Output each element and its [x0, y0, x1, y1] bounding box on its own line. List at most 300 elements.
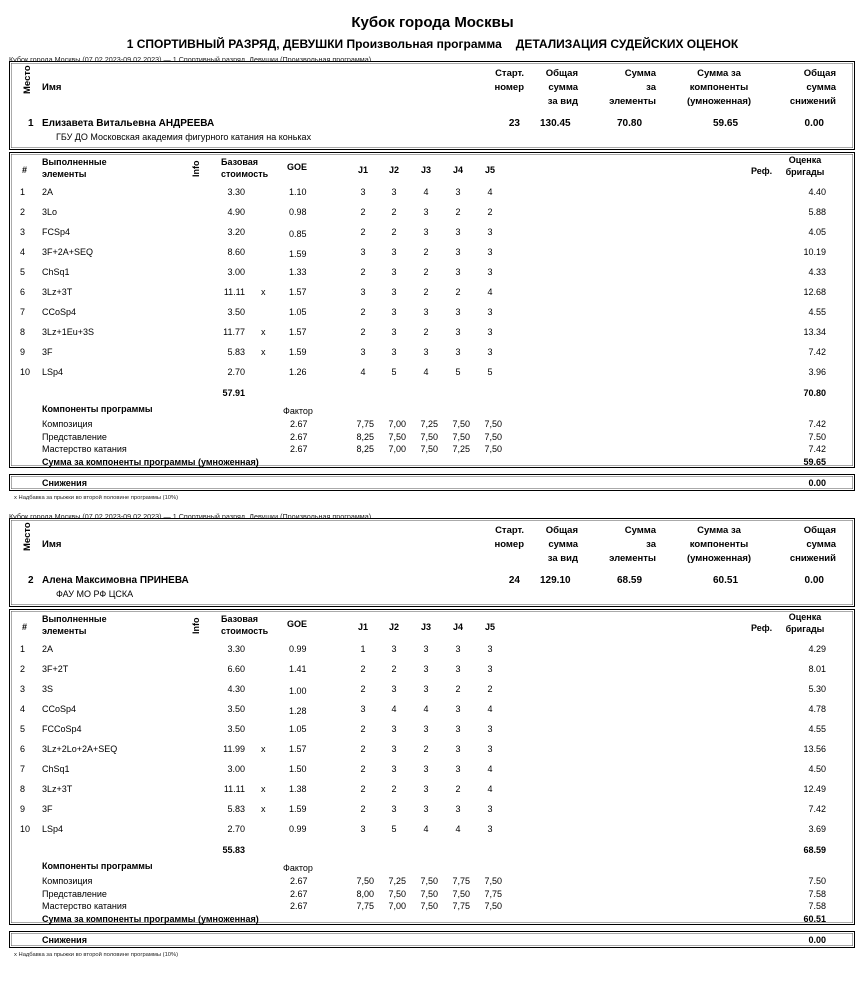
factor-header: Фактор: [283, 406, 313, 416]
judge-score-1: 4: [360, 367, 366, 377]
judge-score-4: 2: [455, 287, 461, 297]
judge-score-4: 3: [455, 664, 461, 674]
element-base-value: 11.11: [223, 784, 245, 794]
judge-score-1: 2: [360, 207, 366, 217]
element-number: 2: [20, 207, 26, 217]
judge-score-2: 3: [391, 307, 397, 317]
judge-score-5: 3: [487, 804, 493, 814]
judge-header-3: J3: [420, 165, 431, 175]
judge-score-3: 3: [423, 207, 429, 217]
judge-score-1: 2: [360, 744, 366, 754]
element-panel-score: 4.33: [808, 267, 826, 277]
judge-score-2: 3: [391, 187, 397, 197]
element-panel-score: 7.42: [808, 804, 826, 814]
judge-header-4: J4: [452, 622, 463, 632]
element-panel-score: 13.56: [803, 744, 826, 754]
component-judge-3: 7,25: [420, 419, 438, 429]
element-panel-score: 4.29: [808, 644, 826, 654]
element-number: 3: [20, 684, 26, 694]
judge-score-1: 2: [360, 764, 366, 774]
judge-score-3: 3: [423, 764, 429, 774]
judge-score-1: 2: [360, 804, 366, 814]
deductions-row: [9, 931, 855, 948]
component-judge-5: 7,50: [484, 876, 502, 886]
element-number: 5: [20, 267, 26, 277]
components-score-header: Сумма за компоненты (умноженная): [686, 525, 752, 564]
component-judge-2: 7,25: [388, 876, 406, 886]
component-judge-2: 7,00: [388, 444, 406, 454]
judge-score-2: 3: [391, 247, 397, 257]
judge-score-1: 3: [360, 347, 366, 357]
judge-score-2: 3: [391, 287, 397, 297]
judge-score-5: 3: [487, 744, 493, 754]
base-value-total: 57.91: [222, 388, 245, 398]
judge-score-1: 3: [360, 247, 366, 257]
info-header: Info: [191, 617, 201, 634]
judge-score-5: 3: [487, 327, 493, 337]
component-judge-5: 7,75: [484, 888, 502, 899]
category-segment: 1 СПОРТИВНЫЙ РАЗРЯД, ДЕВУШКИ Произвольная программа: [126, 37, 502, 51]
judge-score-5: 5: [487, 367, 493, 377]
judge-score-1: 2: [360, 327, 366, 337]
element-code: FCCoSp4: [42, 724, 82, 734]
element-code: CCoSp4: [42, 704, 77, 714]
element-code: 3F: [42, 347, 53, 357]
judge-score-2: 3: [391, 744, 397, 754]
element-goe: 1.59: [289, 347, 307, 357]
component-judge-4: 7,25: [452, 444, 470, 454]
element-code: LSp4: [42, 367, 64, 377]
element-code: LSp4: [42, 824, 64, 834]
judge-score-5: 4: [487, 784, 493, 794]
element-number: 1: [20, 644, 26, 654]
element-panel-score: 4.50: [808, 764, 826, 774]
judge-score-5: 3: [487, 824, 493, 834]
event-line: Кубок города Москвы (07.02.2023-09.02.2023) — 1 Спортивный разряд, Девушки (Произвольная программа): [9, 55, 372, 64]
component-judge-1: 8,25: [356, 444, 374, 454]
element-panel-score: 10.19: [803, 247, 826, 257]
element-code: 2A: [42, 187, 54, 197]
deductions-total: 0.00: [804, 575, 824, 586]
judge-header-5: J5: [484, 165, 495, 175]
judge-score-1: 2: [360, 684, 366, 694]
judge-score-4: 2: [455, 784, 461, 794]
element-code: 3Lz+3T: [42, 287, 73, 297]
event-line: Кубок города Москвы (07.02.2023-09.02.2023) — 1 Спортивный разряд, Девушки (Произвольная программа): [9, 512, 372, 521]
element-goe: 1.57: [289, 744, 307, 754]
base-value-total: 55.83: [222, 845, 245, 855]
components-total-label: Сумма за компоненты программы (умноженная): [42, 914, 259, 924]
elements-score-header: Сумма за элементы: [609, 525, 656, 564]
components-header: Компоненты программы: [42, 861, 153, 871]
component-score: 7.58: [808, 901, 826, 911]
component-score: 7.58: [808, 888, 826, 899]
deductions-total: 0.00: [804, 118, 824, 129]
element-number: 7: [20, 764, 26, 774]
component-judge-5: 7,50: [484, 444, 502, 454]
judge-score-5: 2: [487, 207, 493, 217]
component-factor: 2.67: [290, 901, 308, 911]
total-deductions-header: Общая сумма снижений: [789, 68, 836, 107]
element-bonus-mark: x: [261, 804, 266, 814]
judge-score-3: 2: [423, 287, 429, 297]
component-judge-4: 7,50: [452, 431, 470, 442]
judge-score-2: 3: [391, 327, 397, 337]
judge-score-4: 3: [455, 704, 461, 714]
judge-header-2: J2: [388, 165, 399, 175]
goe-header: GOE: [287, 162, 308, 172]
element-number: 6: [20, 287, 26, 297]
element-base-value: 11.99: [223, 744, 245, 754]
judge-score-5: 3: [487, 307, 493, 317]
element-base-value: 6.60: [227, 664, 245, 674]
info-header: Info: [191, 160, 201, 177]
document-subtitle: [0, 37, 865, 51]
place-header: Место: [22, 65, 33, 94]
judge-score-1: 3: [360, 287, 366, 297]
judge-score-5: 2: [487, 684, 493, 694]
judge-score-4: 3: [455, 744, 461, 754]
element-number: 10: [20, 824, 31, 834]
component-judge-1: 7,75: [356, 901, 374, 911]
components-score: 60.51: [713, 575, 739, 586]
judge-score-4: 3: [455, 267, 461, 277]
component-judge-4: 7,50: [452, 419, 470, 429]
element-panel-score: 5.30: [808, 684, 826, 694]
components-header: Компоненты программы: [42, 404, 153, 414]
element-number: 2: [20, 664, 26, 674]
judge-header-3: J3: [420, 622, 431, 632]
judge-score-5: 4: [487, 704, 493, 714]
skater-summary: [9, 518, 855, 607]
element-code: 3Lz+2Lo+2A+SEQ: [42, 744, 118, 754]
judge-score-5: 4: [487, 764, 493, 774]
deductions-label: Снижения: [42, 935, 87, 945]
judge-score-2: 3: [391, 764, 397, 774]
element-number: 1: [20, 187, 26, 197]
skater-rank: 2: [28, 575, 34, 586]
element-goe: 1.05: [289, 307, 307, 317]
component-name: Мастерство катания: [42, 901, 127, 911]
element-code: 3S: [42, 684, 54, 694]
footnote: x Надбавка за прыжки во второй половине программы (10%): [14, 495, 179, 501]
component-judge-2: 7,00: [388, 419, 406, 429]
judge-score-4: 5: [455, 367, 461, 377]
place-header: Место: [22, 522, 33, 551]
components-score-header: Сумма за компоненты (умноженная): [686, 68, 752, 107]
judge-score-3: 3: [423, 227, 429, 237]
element-number: 6: [20, 744, 26, 754]
element-number: 4: [20, 247, 26, 257]
element-goe: 0.99: [289, 644, 307, 654]
element-goe: 1.38: [289, 784, 307, 794]
component-score: 7.42: [808, 419, 826, 429]
component-judge-3: 7,50: [420, 444, 438, 454]
judge-score-2: 3: [391, 644, 397, 654]
element-goe: 1.59: [289, 804, 307, 814]
judge-score-4: 3: [455, 644, 461, 654]
component-judge-3: 7,50: [420, 876, 438, 886]
judge-header-2: J2: [388, 622, 399, 632]
judge-score-4: 3: [455, 327, 461, 337]
component-judge-4: 7,75: [452, 901, 470, 911]
judge-score-1: 2: [360, 664, 366, 674]
judge-score-3: 3: [423, 784, 429, 794]
element-base-value: 3.50: [227, 307, 245, 317]
element-number: 9: [20, 804, 26, 814]
deductions-value: 0.00: [808, 478, 826, 488]
judge-score-2: 2: [391, 784, 397, 794]
component-factor: 2.67: [290, 419, 308, 429]
judge-score-1: 2: [360, 784, 366, 794]
judge-score-3: 2: [423, 744, 429, 754]
element-code: 3Lo: [42, 207, 58, 217]
judge-score-2: 5: [391, 824, 397, 834]
element-code: ChSq1: [42, 764, 70, 774]
component-judge-4: 7,50: [452, 888, 470, 899]
judge-score-3: 3: [423, 347, 429, 357]
element-number: 5: [20, 724, 26, 734]
element-base-value: 4.30: [227, 684, 245, 694]
component-judge-5: 7,50: [484, 901, 502, 911]
element-number: 8: [20, 784, 26, 794]
component-name: Композиция: [42, 419, 93, 429]
deductions-row: [9, 474, 855, 491]
judge-score-3: 4: [423, 187, 429, 197]
elements-score-header: Сумма за элементы: [609, 68, 656, 107]
num-header: #: [22, 165, 28, 175]
elements-header: Выполненные элементы: [42, 157, 107, 179]
component-judge-3: 7,50: [420, 888, 438, 899]
element-number: 3: [20, 227, 26, 237]
skater-club: ГБУ ДО Московская академия фигурного катания на коньках: [56, 132, 312, 142]
component-factor: 2.67: [290, 888, 308, 899]
component-judge-5: 7,50: [484, 419, 502, 429]
element-code: 3Lz+3T: [42, 784, 73, 794]
judge-score-5: 3: [487, 247, 493, 257]
name-header: Имя: [42, 539, 62, 550]
judge-score-4: 2: [455, 684, 461, 694]
components-total: 60.51: [803, 914, 826, 924]
judge-score-2: 3: [391, 804, 397, 814]
element-panel-score: 13.34: [803, 327, 826, 337]
component-judge-5: 7,50: [484, 431, 502, 442]
element-code: CCoSp4: [42, 307, 77, 317]
judge-score-2: 2: [391, 207, 397, 217]
judge-score-3: 3: [423, 664, 429, 674]
judge-score-3: 3: [423, 684, 429, 694]
elements-total: 70.80: [803, 388, 826, 398]
footnote: x Надбавка за прыжки во второй половине программы (10%): [14, 952, 179, 958]
component-factor: 2.67: [290, 444, 308, 454]
element-panel-score: 12.49: [803, 784, 826, 794]
element-code: 3F: [42, 804, 53, 814]
element-base-value: 3.00: [227, 267, 245, 277]
judge-score-2: 2: [391, 227, 397, 237]
element-panel-score: 4.78: [808, 704, 826, 714]
document-title: Кубок города Москвы: [351, 14, 514, 31]
judge-score-2: 4: [391, 704, 397, 714]
base-value-header: Базовая стоимость: [221, 614, 269, 636]
element-code: ChSq1: [42, 267, 70, 277]
element-base-value: 11.77: [223, 327, 245, 337]
element-panel-score: 12.68: [803, 287, 826, 297]
component-judge-1: 7,75: [356, 419, 374, 429]
element-base-value: 3.50: [227, 724, 245, 734]
judge-score-3: 2: [423, 267, 429, 277]
ref-header: Реф.: [751, 166, 773, 176]
element-goe: 1.10: [289, 187, 307, 197]
element-goe: 1.57: [289, 287, 307, 297]
component-name: Представление: [42, 431, 107, 442]
component-name: Мастерство катания: [42, 444, 127, 454]
element-base-value: 3.00: [227, 764, 245, 774]
component-judge-4: 7,75: [452, 876, 470, 886]
judge-score-3: 2: [423, 247, 429, 257]
component-judge-2: 7,00: [388, 901, 406, 911]
ref-header: Реф.: [751, 623, 773, 633]
component-factor: 2.67: [290, 431, 308, 442]
judge-score-4: 2: [455, 207, 461, 217]
component-score: 7.50: [808, 431, 826, 442]
element-goe: 0.85: [289, 229, 307, 239]
base-value-header: Базовая стоимость: [221, 157, 269, 179]
elements-score: 70.80: [617, 118, 643, 129]
judge-score-3: 3: [423, 724, 429, 734]
judge-score-4: 3: [455, 724, 461, 734]
element-goe: 1.28: [289, 706, 307, 716]
judge-header-1: J1: [357, 165, 368, 175]
judge-score-4: 3: [455, 804, 461, 814]
element-panel-score: 8.01: [808, 664, 826, 674]
total-score: 130.45: [540, 118, 571, 129]
judge-score-2: 3: [391, 684, 397, 694]
skater-club: ФАУ МО РФ ЦСКА: [56, 589, 134, 599]
judge-score-1: 3: [360, 824, 366, 834]
component-factor: 2.67: [290, 876, 308, 886]
judge-score-5: 3: [487, 347, 493, 357]
panel-score-header: Оценка бригады: [785, 612, 825, 634]
judge-score-1: 2: [360, 267, 366, 277]
element-bonus-mark: x: [261, 784, 266, 794]
element-goe: 1.00: [289, 686, 307, 696]
judge-score-3: 2: [423, 327, 429, 337]
start-number: 23: [508, 118, 520, 129]
element-base-value: 11.11: [223, 287, 245, 297]
start-number-header: Старт. номер: [494, 525, 524, 550]
skater-summary: [9, 61, 855, 150]
element-number: 9: [20, 347, 26, 357]
element-base-value: 3.50: [227, 704, 245, 714]
deductions-label: Снижения: [42, 478, 87, 488]
component-judge-1: 8,25: [356, 431, 374, 442]
judge-score-5: 3: [487, 664, 493, 674]
judge-score-2: 3: [391, 267, 397, 277]
element-panel-score: 4.40: [808, 187, 826, 197]
judge-score-5: 3: [487, 644, 493, 654]
skater-name: Алена Максимовна ПРИНЕВА: [42, 575, 189, 586]
element-number: 8: [20, 327, 26, 337]
total-score: 129.10: [540, 575, 571, 586]
element-code: 3F+2T: [42, 664, 69, 674]
element-number: 4: [20, 704, 26, 714]
judge-score-3: 4: [423, 824, 429, 834]
judge-score-4: 4: [455, 824, 461, 834]
element-code: 3F+2A+SEQ: [42, 247, 94, 257]
element-code: 3Lz+1Eu+3S: [42, 327, 95, 337]
element-base-value: 5.83: [227, 804, 245, 814]
judge-score-2: 2: [391, 664, 397, 674]
element-base-value: 8.60: [227, 247, 245, 257]
judge-score-3: 3: [423, 804, 429, 814]
skater-rank: 1: [28, 118, 34, 129]
element-panel-score: 4.05: [808, 227, 826, 237]
element-goe: 1.33: [289, 267, 307, 277]
component-score: 7.42: [808, 444, 826, 454]
component-judge-3: 7,50: [420, 431, 438, 442]
element-bonus-mark: x: [261, 347, 266, 357]
judge-score-2: 3: [391, 724, 397, 734]
judge-score-4: 3: [455, 307, 461, 317]
judge-score-3: 4: [423, 704, 429, 714]
judge-score-1: 3: [360, 704, 366, 714]
element-base-value: 5.83: [227, 347, 245, 357]
element-base-value: 2.70: [227, 367, 245, 377]
element-goe: 1.59: [289, 249, 307, 259]
component-judge-1: 7,50: [356, 876, 374, 886]
element-panel-score: 7.42: [808, 347, 826, 357]
judge-score-1: 2: [360, 227, 366, 237]
skater-name: Елизавета Витальевна АНДРЕЕВА: [42, 118, 215, 129]
element-code: 2A: [42, 644, 54, 654]
element-goe: 1.05: [289, 724, 307, 734]
elements-table: [9, 152, 855, 468]
element-bonus-mark: x: [261, 287, 266, 297]
component-judge-3: 7,50: [420, 901, 438, 911]
element-goe: 0.98: [289, 207, 307, 217]
components-total-label: Сумма за компоненты программы (умноженная): [42, 457, 259, 467]
element-panel-score: 4.55: [808, 724, 826, 734]
deductions-value: 0.00: [808, 935, 826, 945]
element-goe: 1.50: [289, 764, 307, 774]
element-base-value: 3.20: [227, 227, 245, 237]
element-goe: 1.57: [289, 327, 307, 337]
element-bonus-mark: x: [261, 744, 266, 754]
components-score: 59.65: [713, 118, 739, 129]
name-header: Имя: [42, 82, 62, 93]
element-panel-score: 3.96: [808, 367, 826, 377]
element-base-value: 3.30: [227, 187, 245, 197]
element-panel-score: 5.88: [808, 207, 826, 217]
elements-total: 68.59: [803, 845, 826, 855]
judge-score-5: 3: [487, 227, 493, 237]
judge-score-5: 3: [487, 724, 493, 734]
judge-score-4: 3: [455, 227, 461, 237]
judge-score-4: 3: [455, 187, 461, 197]
judge-header-1: J1: [357, 622, 368, 632]
judge-score-5: 4: [487, 287, 493, 297]
element-base-value: 2.70: [227, 824, 245, 834]
element-panel-score: 3.69: [808, 824, 826, 834]
judge-score-1: 2: [360, 307, 366, 317]
judge-score-4: 3: [455, 347, 461, 357]
judge-score-1: 3: [360, 187, 366, 197]
factor-header: Фактор: [283, 863, 313, 873]
element-base-value: 4.90: [227, 207, 245, 217]
panel-score-header: Оценка бригады: [785, 155, 825, 177]
elements-table: [9, 609, 855, 925]
element-base-value: 3.30: [227, 644, 245, 654]
